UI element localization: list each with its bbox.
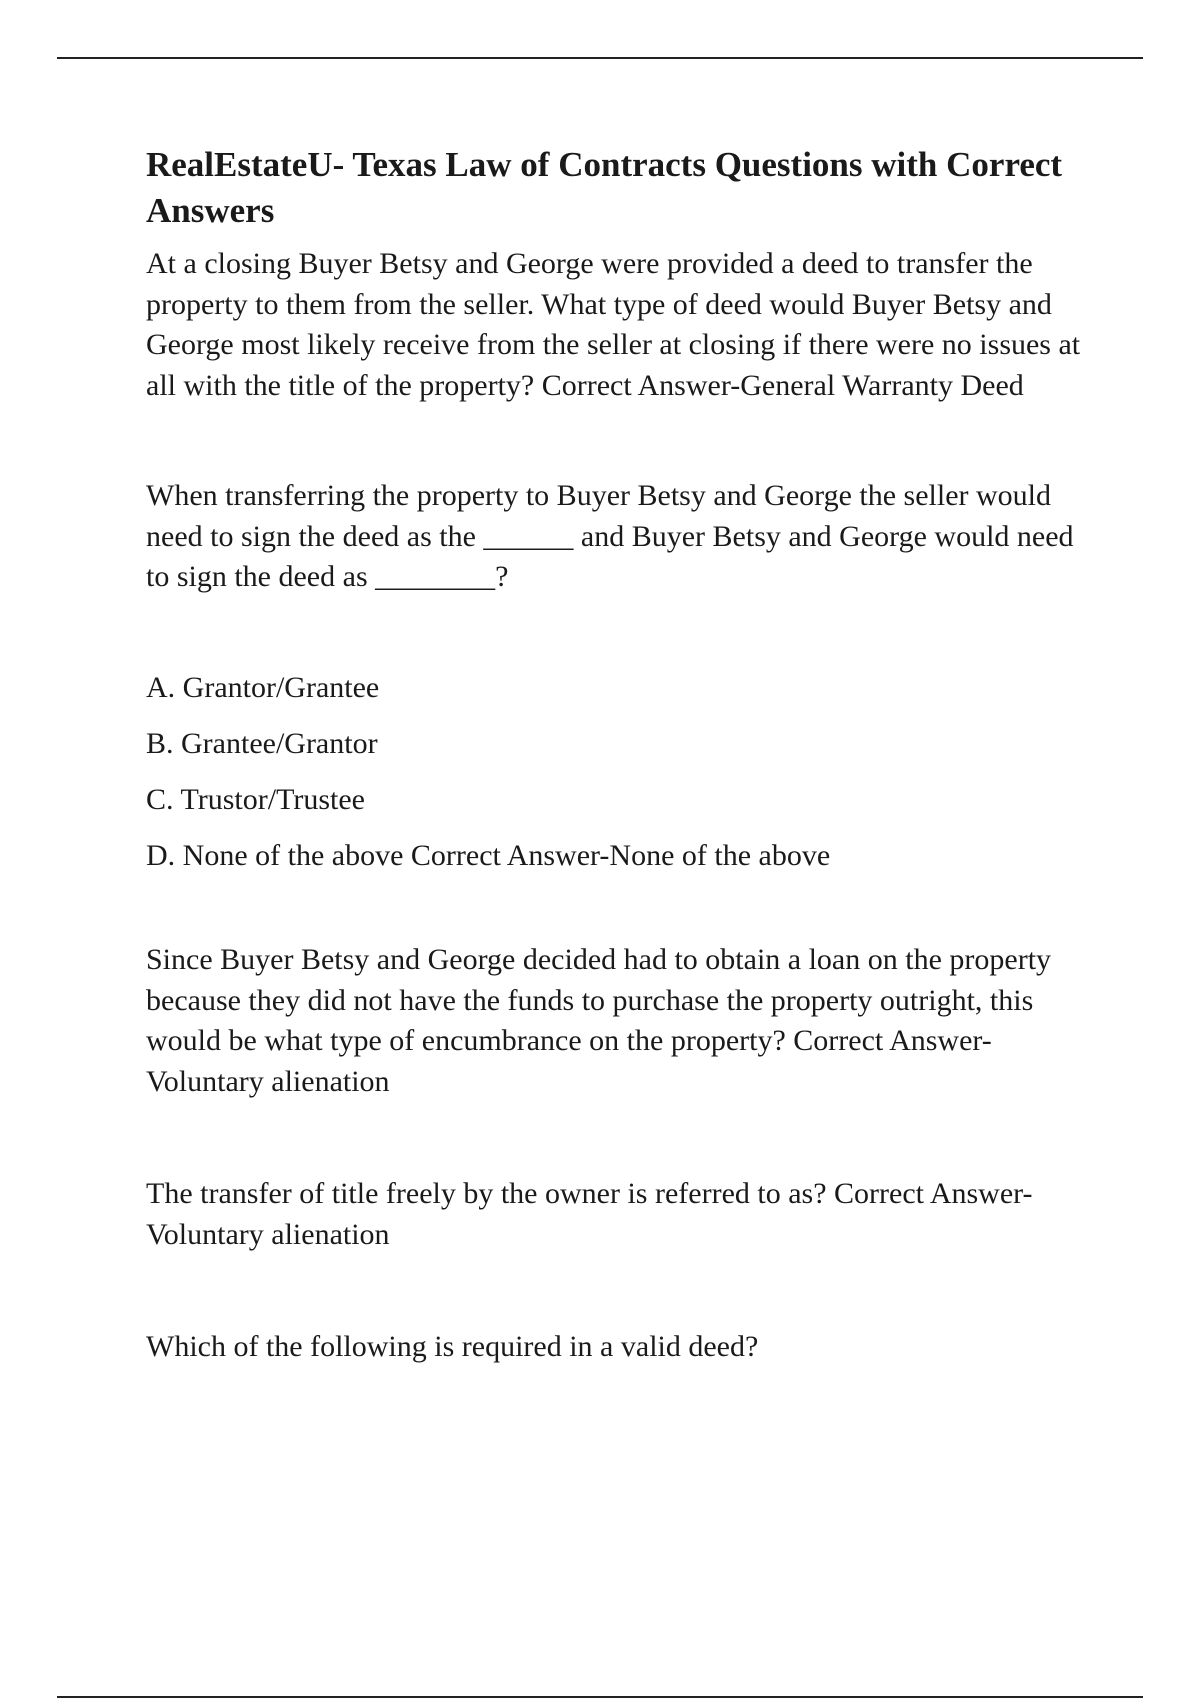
document-body bbox=[146, 142, 1096, 1368]
question-3: Since Buyer Betsy and George decided had to obtain a loan on the property because they did not have the funds to purchase the property outright, this would be what type of encumbrance on the property? Correct Answer-Voluntary alienation bbox=[146, 943, 1052, 1098]
option-d: D. None of the above Correct Answer-None of the above bbox=[146, 838, 831, 872]
question-4: The transfer of title freely by the owner is referred to as? Correct Answer-Voluntary alienation bbox=[146, 1177, 1033, 1251]
option-b: B. Grantee/Grantor bbox=[146, 726, 378, 760]
document-title: RealEstateU- Texas Law of Contracts Questions with Correct Answers bbox=[146, 145, 1063, 230]
question-5: Which of the following is required in a valid deed? bbox=[146, 1330, 759, 1363]
question-2-options bbox=[146, 668, 1096, 877]
option-a: A. Grantor/Grantee bbox=[146, 670, 380, 704]
option-c: C. Trustor/Trustee bbox=[146, 782, 365, 816]
question-1: At a closing Buyer Betsy and George were provided a deed to transfer the property to them from the seller. What type of deed would Buyer Betsy and George most likely receive from the seller at closing if there were no issues at all with the title of the property? Correct Answer-General Warranty Deed bbox=[146, 247, 1081, 402]
question-2: When transferring the property to Buyer Betsy and George the seller would need to sign the deed as the ______ and Buyer Betsy and George would need to sign the deed as ________? bbox=[146, 479, 1074, 593]
header-rule bbox=[57, 57, 1143, 59]
footer-rule bbox=[57, 1696, 1143, 1698]
